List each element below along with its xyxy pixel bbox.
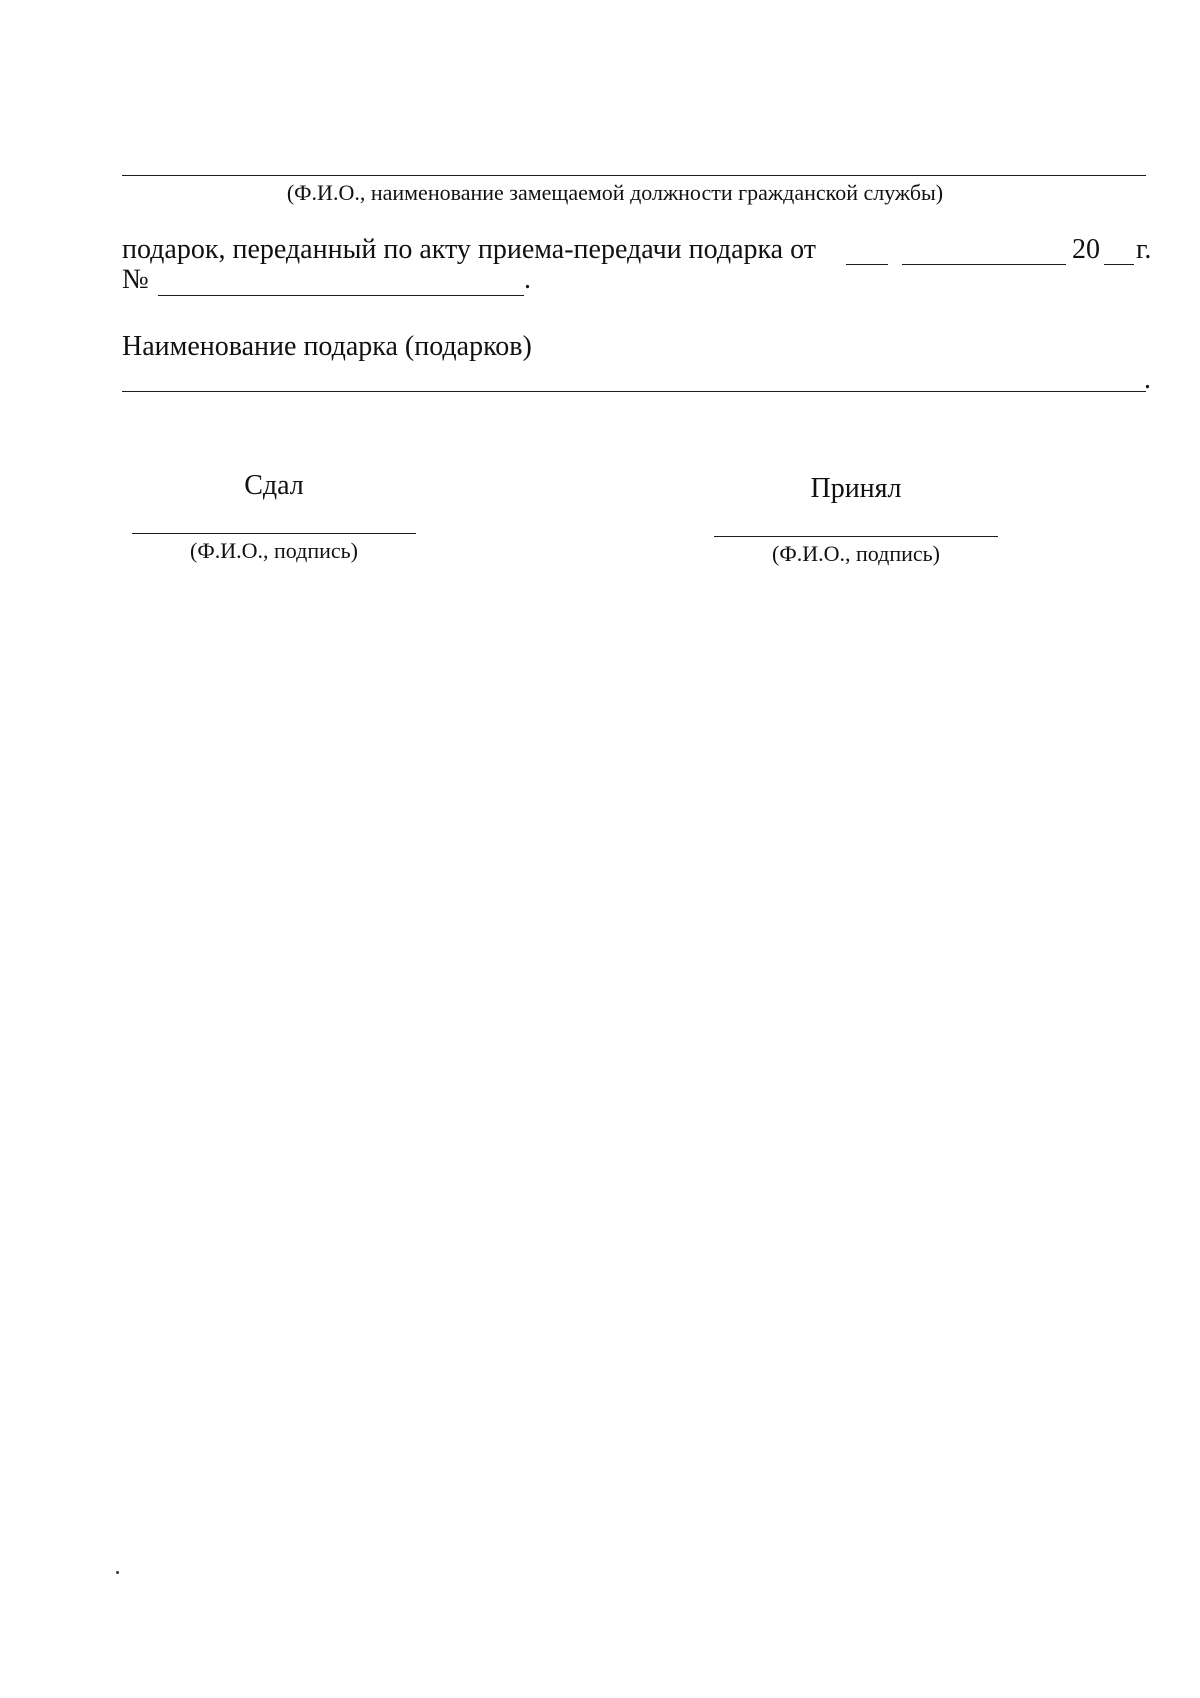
accepted-signature-line <box>714 536 998 537</box>
number-blank-line <box>158 295 524 296</box>
day-blank-line <box>846 264 888 265</box>
gift-label: Наименование подарка (подарков) <box>122 331 532 362</box>
name-position-line <box>122 175 1146 176</box>
year-suffix: г. <box>1136 234 1152 265</box>
number-end: . <box>524 264 531 295</box>
transfer-text: подарок, переданный по акту приема-передачи подарка от <box>122 234 816 265</box>
gift-line-end: . <box>1144 364 1151 395</box>
accepted-caption: (Ф.И.О., подпись) <box>772 541 940 566</box>
name-position-caption: (Ф.И.О., наименование замещаемой должности гражданской службы) <box>286 180 944 205</box>
month-blank-line <box>902 264 1066 265</box>
accepted-heading: Принял <box>810 473 902 504</box>
number-label: № <box>122 264 149 295</box>
scan-speck <box>116 1571 119 1574</box>
year-prefix: 20 <box>1072 234 1100 265</box>
gift-name-line <box>122 391 1146 392</box>
year-blank-line <box>1104 264 1134 265</box>
handed-over-signature-line <box>132 533 416 534</box>
handed-over-heading: Сдал <box>244 470 304 501</box>
handed-over-caption: (Ф.И.О., подпись) <box>190 538 358 563</box>
